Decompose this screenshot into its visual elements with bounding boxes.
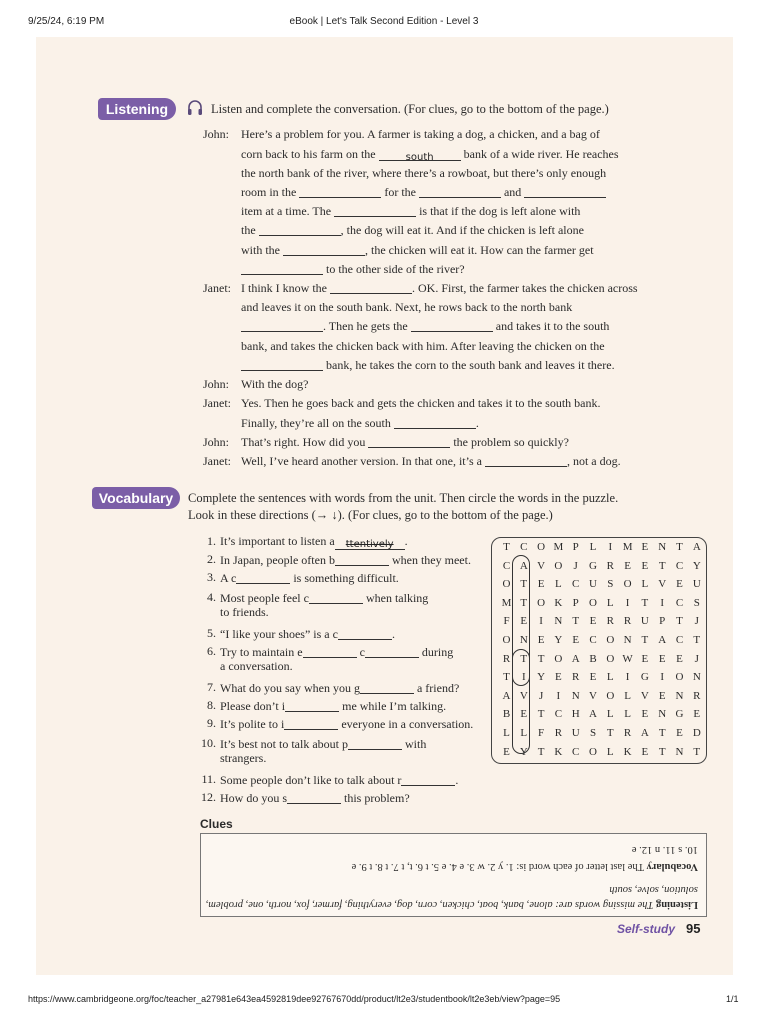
vocab-item-text: Try to maintain e c during <box>220 645 454 659</box>
conv-line: Well, I’ve heard another version. In that one, it’s a , not a dog. <box>241 454 621 468</box>
vocab-item-number: 10. <box>201 736 216 750</box>
conv-line: . Then he gets the and takes it to the south <box>241 317 609 336</box>
puzzle-letter: N <box>658 708 667 721</box>
puzzle-letter: C <box>675 634 684 646</box>
puzzle-letter: T <box>537 745 545 758</box>
puzzle-letter: K <box>623 745 632 758</box>
puzzle-letter: O <box>606 634 615 646</box>
vocab-item-number: 9. <box>207 716 216 730</box>
answer-south: south <box>379 148 461 161</box>
print-date: 9/25/24, 6:19 PM <box>28 16 105 27</box>
blank[interactable] <box>411 319 493 332</box>
blank[interactable] <box>241 262 323 275</box>
blank[interactable] <box>524 185 606 198</box>
blank[interactable] <box>330 281 412 294</box>
puzzle-letter: L <box>624 708 631 721</box>
vocab-blank[interactable] <box>287 791 341 804</box>
puzzle-letter: V <box>537 559 546 572</box>
vocab-blank[interactable] <box>309 591 363 604</box>
puzzle-letter: G <box>589 559 597 572</box>
puzzle-letter: T <box>693 634 701 646</box>
vocab-blank[interactable] <box>360 681 414 694</box>
puzzle-letter: N <box>623 634 632 646</box>
clues-upside-down <box>201 834 706 916</box>
puzzle-letter: A <box>519 559 528 572</box>
puzzle-letter: M <box>501 596 512 609</box>
puzzle-letter: O <box>589 745 597 758</box>
puzzle-letter: L <box>606 745 614 758</box>
puzzle-letter: E <box>641 652 649 665</box>
conv-line: That’s right. How did you the problem so quickly? <box>241 435 569 449</box>
blank[interactable] <box>299 185 381 198</box>
puzzle-letter: I <box>556 689 561 702</box>
puzzle-letter: E <box>537 634 545 646</box>
puzzle-letter: K <box>554 745 563 758</box>
puzzle-letter: E <box>520 708 528 721</box>
vocab-blank[interactable] <box>335 553 389 566</box>
puzzle-letter: L <box>589 541 597 553</box>
speaker-john: John: <box>203 377 230 391</box>
puzzle-letter: T <box>537 708 545 721</box>
vocab-blank[interactable] <box>285 699 339 712</box>
vocab-item-number: 2. <box>207 552 216 566</box>
puzzle-letter: N <box>658 541 667 553</box>
vocab-answer: ttentively <box>335 537 405 550</box>
puzzle-letter: E <box>572 634 580 646</box>
conv-line: I think I know the . OK. First, the farmer takes the chicken across <box>241 281 638 295</box>
vocab-blank[interactable] <box>365 645 419 658</box>
clue-listening: Listening The missing words are: alone, bank, boat, chicken, corn, dog, everything, farmer, fox, north, one, problem, <box>205 899 698 910</box>
puzzle-letter: O <box>554 652 563 665</box>
puzzle-letter: A <box>692 541 701 553</box>
blank[interactable] <box>334 204 416 217</box>
conv-line: bank, he takes the corn to the south bank and leaves it there. <box>241 356 615 375</box>
vocab-item-text: A c is something difficult. <box>220 571 399 585</box>
circled-word-politely <box>512 649 530 754</box>
vocab-item-text: What do you say when you g a friend? <box>220 681 460 695</box>
puzzle-letter: W <box>622 652 633 665</box>
puzzle-letter: T <box>520 652 528 665</box>
print-title: eBook | Let's Talk Second Edition - Level 3 <box>289 16 479 27</box>
puzzle-letter: Y <box>537 671 546 684</box>
puzzle-letter: B <box>589 652 597 665</box>
puzzle-letter: V <box>589 689 597 702</box>
vocab-blank[interactable] <box>348 737 402 750</box>
blank[interactable] <box>283 243 365 256</box>
puzzle-letter: R <box>572 671 580 684</box>
puzzle-letter: S <box>589 727 597 739</box>
puzzle-letter: U <box>571 727 580 739</box>
self-study-label: Self-study <box>617 922 676 936</box>
puzzle-letter: E <box>658 689 666 702</box>
vocab-item-number: 7. <box>207 680 216 694</box>
puzzle-letter: Y <box>554 634 563 646</box>
puzzle-letter: E <box>520 615 528 628</box>
puzzle-letter: E <box>676 652 683 665</box>
blank[interactable] <box>259 223 341 236</box>
puzzle-letter: A <box>571 652 580 665</box>
conv-line: room in the for the and <box>241 183 606 202</box>
puzzle-letter: R <box>554 727 563 739</box>
blank[interactable] <box>241 319 323 332</box>
conv-line: Here’s a problem for you. A farmer is taking a dog, a chicken, and a bag of <box>241 127 600 141</box>
puzzle-letter: H <box>571 708 580 721</box>
puzzle-letter: J <box>573 559 578 572</box>
puzzle-letter: C <box>502 559 511 572</box>
puzzle-letter: L <box>520 727 528 739</box>
puzzle-letter: C <box>572 578 580 591</box>
conv-line: Finally, they’re all on the south . <box>241 416 479 430</box>
puzzle-letter: E <box>641 745 649 758</box>
puzzle-letter: E <box>693 708 701 721</box>
vocabulary-badge: Vocabulary <box>92 487 180 509</box>
puzzle-letter: E <box>641 708 649 721</box>
speaker-janet: Janet: <box>203 396 231 410</box>
puzzle-letter: O <box>502 578 511 591</box>
vocab-blank[interactable] <box>401 773 455 786</box>
puzzle-letter: B <box>502 708 511 721</box>
puzzle-letter: A <box>658 634 667 646</box>
puzzle-letter: N <box>692 671 701 684</box>
puzzle-letter: T <box>520 596 528 609</box>
puzzle-letter: N <box>675 745 684 758</box>
puzzle-letter: V <box>519 689 528 702</box>
puzzle-letter: E <box>555 671 562 684</box>
puzzle-letter: O <box>606 689 615 702</box>
puzzle-letter: I <box>608 541 613 553</box>
conv-line: and leaves it on the south bank. Next, he rows back to the north bank <box>241 300 573 314</box>
puzzle-letter: I <box>660 671 665 684</box>
puzzle-letter: M <box>553 541 564 553</box>
vocab-item-text: It’s polite to i everyone in a conversation. <box>220 717 474 731</box>
puzzle-letter: T <box>676 541 683 553</box>
puzzle-letter: A <box>640 727 649 739</box>
vocab-item-text: How do you s this problem? <box>220 791 410 805</box>
puzzle-letter: I <box>625 671 630 684</box>
clue-listening-cont: solution, solve, south <box>609 884 698 895</box>
puzzle-letter: L <box>641 578 649 591</box>
vocab-item-number: 12. <box>201 790 216 804</box>
puzzle-letter: D <box>692 727 701 739</box>
clue-vocabulary-cont: 10. s 11. n 12. e <box>631 844 698 855</box>
conv-line: the , the dog will eat it. And if the chicken is left alone <box>241 223 584 237</box>
listening-badge: Listening <box>98 98 176 120</box>
vocab-item-number: 8. <box>207 698 216 712</box>
puzzle-letter: O <box>606 652 615 665</box>
puzzle-letter: C <box>554 708 563 721</box>
puzzle-letter: A <box>589 708 597 721</box>
vocabulary-instruction: Look in these directions (→ ↓). (For clues, go to the bottom of the page.) <box>188 508 553 522</box>
clues-title: Clues <box>200 817 233 831</box>
vocab-item-text: In Japan, people often b when they meet. <box>220 553 471 567</box>
vocab-item-text: It’s important to listen a ttentively . <box>220 534 408 550</box>
puzzle-letter: E <box>658 652 666 665</box>
puzzle-letter: N <box>675 689 684 702</box>
puzzle-letter: E <box>537 578 545 591</box>
listening-instruction: Listen and complete the conversation. (For clues, go to the bottom of the page.) <box>211 102 609 116</box>
puzzle-letter: N <box>571 689 580 702</box>
conv-line: corn back to his farm on the south bank of a wide river. He reaches <box>241 147 619 163</box>
puzzle-letter: O <box>675 671 684 684</box>
vocab-blank[interactable] <box>303 645 357 658</box>
puzzle-letter: A <box>502 689 511 702</box>
puzzle-letter: T <box>503 541 510 553</box>
conv-line: With the dog? <box>241 377 309 391</box>
puzzle-letter: T <box>658 559 666 572</box>
puzzle-letter: R <box>693 689 701 702</box>
puzzle-letter: C <box>675 559 684 572</box>
conv-line: bank, and takes the chicken back with him. After leaving the chicken on the <box>241 339 605 353</box>
puzzle-letter: L <box>606 708 614 721</box>
conv-line: with the , the chicken will eat it. How can the farmer get <box>241 243 594 257</box>
puzzle-letter: L <box>606 671 614 684</box>
blank[interactable] <box>368 435 450 448</box>
puzzle-letter: N <box>519 634 528 646</box>
puzzle-letter: F <box>538 727 545 739</box>
puzzle-letter: C <box>675 596 684 609</box>
puzzle-letter: T <box>503 671 510 684</box>
puzzle-letter: U <box>589 578 597 591</box>
puzzle-letter: R <box>623 615 632 628</box>
puzzle-letter: U <box>692 578 701 591</box>
puzzle-letter: E <box>503 745 510 758</box>
blank[interactable] <box>241 358 323 371</box>
puzzle-letter: C <box>572 745 580 758</box>
puzzle-letter: U <box>640 615 649 628</box>
puzzle-letter: N <box>554 615 563 628</box>
print-url: https://www.cambridgeone.org/foc/teacher_a27981e643ea4592819dee92767670dd/product/lt2e3/studentbook/lt2e3eb/view?page=95 <box>28 994 561 1004</box>
puzzle-letter: J <box>538 689 544 702</box>
puzzle-letter: C <box>520 541 528 553</box>
speaker-john: John: <box>203 127 230 141</box>
blank[interactable] <box>419 185 501 198</box>
conv-line: to the other side of the river? <box>241 260 465 279</box>
headphones-icon <box>186 99 204 117</box>
vocab-item-text: It’s best not to talk about p with <box>220 737 427 751</box>
puzzle-letter: I <box>625 596 630 609</box>
print-page-count: 1/1 <box>726 994 739 1004</box>
puzzle-letter: E <box>676 727 683 739</box>
puzzle-letter: T <box>658 745 666 758</box>
page-number: 95 <box>686 921 701 936</box>
puzzle-letter: R <box>606 559 614 572</box>
vocab-item-text: “I like your shoes” is a c . <box>220 627 395 641</box>
puzzle-letter: O <box>502 634 511 646</box>
puzzle-letter: O <box>554 559 563 572</box>
conv-line: item at a time. The is that if the dog is left alone with <box>241 204 581 218</box>
puzzle-letter: P <box>572 541 579 553</box>
puzzle-letter: Y <box>519 745 528 758</box>
puzzle-letter: V <box>640 689 649 702</box>
vocab-blank[interactable] <box>284 717 338 730</box>
puzzle-letter: O <box>589 596 597 609</box>
puzzle-letter: T <box>520 578 528 591</box>
puzzle-letter: P <box>659 615 666 628</box>
puzzle-letter: M <box>622 541 633 553</box>
speaker-john: John: <box>203 435 230 449</box>
vocab-blank[interactable] <box>338 627 392 640</box>
puzzle-letter: G <box>675 708 684 721</box>
puzzle-letter: G <box>640 671 649 684</box>
puzzle-letter: O <box>623 578 632 591</box>
vocab-item-number: 11. <box>201 772 216 786</box>
puzzle-letter: L <box>503 727 510 739</box>
puzzle-letter: E <box>624 559 631 572</box>
puzzle-letter: O <box>537 541 546 553</box>
puzzle-letter: O <box>537 596 546 609</box>
speaker-janet: Janet: <box>203 281 231 295</box>
puzzle-letter: T <box>641 596 649 609</box>
puzzle-letter: J <box>694 615 699 628</box>
blank[interactable] <box>394 416 476 429</box>
puzzle-letter: T <box>537 652 545 665</box>
puzzle-letter: L <box>555 578 562 591</box>
puzzle-letter: Y <box>692 559 701 572</box>
puzzle-letter: C <box>589 634 597 646</box>
vocabulary-instruction: Complete the sentences with words from the unit. Then circle the words in the puzzle. <box>188 491 619 505</box>
puzzle-letter: S <box>607 578 614 591</box>
puzzle-letter: K <box>554 596 563 609</box>
vocab-item-number: 6. <box>207 644 216 658</box>
puzzle-letter: I <box>660 596 665 609</box>
vocab-item-text: Some people don’t like to talk about r . <box>220 773 459 787</box>
puzzle-letter: J <box>694 652 699 665</box>
puzzle-letter: E <box>589 671 597 684</box>
puzzle-letter: E <box>589 615 597 628</box>
vocab-item-text: Please don’t i me while I’m talking. <box>220 699 447 713</box>
vocab-item-number: 5. <box>207 626 216 640</box>
vocab-item-text-cont: to friends. <box>220 605 269 619</box>
puzzle-letter: T <box>572 615 580 628</box>
puzzle-letter: T <box>676 615 683 628</box>
puzzle-letter: R <box>502 652 511 665</box>
puzzle-letter: T <box>641 634 649 646</box>
puzzle-letter: I <box>521 671 526 684</box>
puzzle-letter: E <box>641 541 649 553</box>
clues-box <box>200 833 707 917</box>
vocab-item-text-cont: strangers. <box>220 751 267 765</box>
puzzle-letter: L <box>606 596 614 609</box>
puzzle-letter: R <box>606 615 614 628</box>
puzzle-letter: E <box>676 578 683 591</box>
puzzle-letter: L <box>624 689 631 702</box>
puzzle-letter: I <box>539 615 543 628</box>
blank[interactable] <box>485 454 567 467</box>
vocab-item-text-cont: a conversation. <box>220 659 293 673</box>
puzzle-letter: R <box>623 727 632 739</box>
conv-line: Yes. Then he goes back and gets the chicken and takes it to the south bank. <box>241 396 601 410</box>
vocab-blank[interactable] <box>236 571 290 584</box>
puzzle-letter: F <box>503 615 510 628</box>
puzzle-letter: S <box>693 596 700 609</box>
vocab-item-text: Most people feel c when talking <box>220 591 429 605</box>
puzzle-letter: T <box>693 745 701 758</box>
puzzle-letter: P <box>572 596 579 609</box>
conv-line: the north bank of the river, where there’s a rowboat, but there’s only enough <box>241 166 607 180</box>
vocab-item-number: 1. <box>207 534 216 548</box>
speaker-janet: Janet: <box>203 454 231 468</box>
clue-vocabulary: Vocabulary The last letter of each word is: 1. y 2. w 3. e 4. e 5. t 6. t, t 7. t 8. t 9. e <box>351 861 698 872</box>
puzzle-letter: T <box>606 727 614 739</box>
puzzle-letter: E <box>641 559 649 572</box>
puzzle-letter: V <box>658 578 667 591</box>
vocab-item-number: 3. <box>207 570 216 584</box>
puzzle-letter: T <box>658 727 666 739</box>
vocab-item-number: 4. <box>207 590 216 604</box>
